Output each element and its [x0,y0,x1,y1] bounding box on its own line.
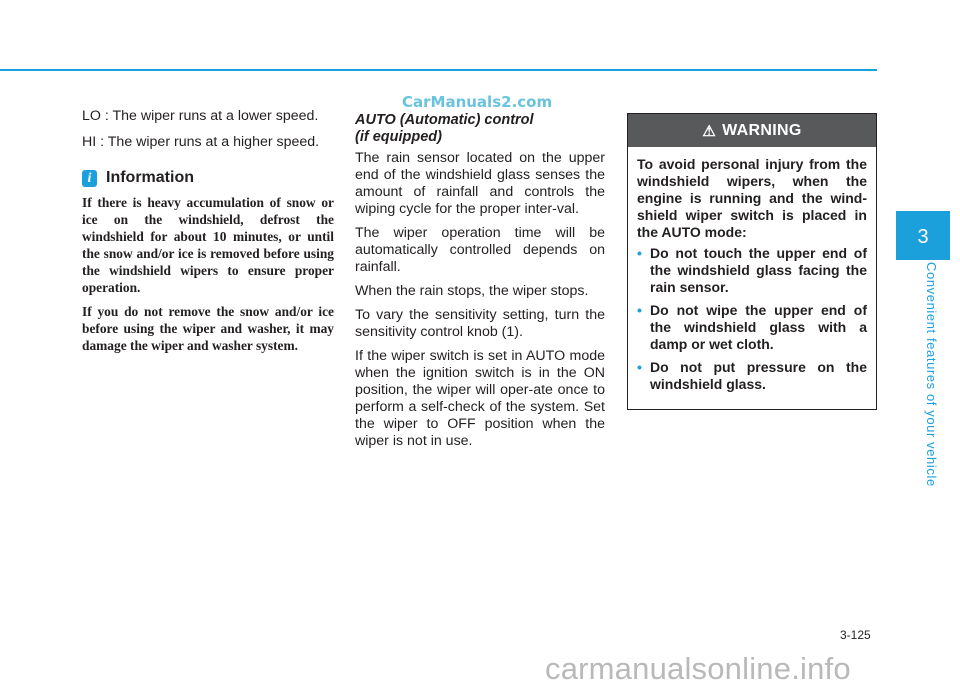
hi-speed-text: HI : The wiper runs at a higher speed. [82,134,320,150]
section-title [355,112,605,146]
chapter-tab: 3 [896,211,950,260]
information-title: Information [106,169,194,186]
top-rule [0,69,877,71]
auto-paragraph-4: To vary the sensitivity setting, turn the sensitivity control knob (1). [355,307,605,340]
bullet-icon: • [637,245,642,261]
bullet-icon: • [637,302,642,318]
auto-paragraph-5: If the wiper switch is set in AUTO mode when the ignition switch is in the ON position, the wiper will oper-ate once to perform a self-check of the system. Set the wiper to OFF position when the wiper is not in use. [355,348,605,449]
bullet-icon: • [637,359,642,375]
column-middle [355,108,605,457]
warning-item [637,245,867,296]
auto-paragraph-1: The rain sensor located on the upper end of the windshield glass senses the amount of rainfall and controls the wiping cycle for the proper inter-val. [355,150,605,217]
warning-body [628,147,876,409]
information-paragraph-1: If there is heavy accumulation of snow or ice on the windshield, defrost the windshield for about 10 minutes, or until the snow and/or ice is removed before using the windshield wipers to ensure proper operation. [82,195,334,295]
warning-item-text: Do not wipe the upper end of the windshield glass with a damp or wet cloth. [650,302,867,352]
section-title-line-1: AUTO (Automatic) control [355,112,534,128]
warning-item [637,302,867,353]
warning-item-text: Do not put pressure on the windshield glass. [650,359,867,392]
column-left [82,108,334,361]
lo-speed-text: LO : The wiper runs at a lower speed. [82,108,319,124]
page-number: 3-125 [840,628,871,642]
watermark-top[interactable]: CarManuals2.com [402,93,553,111]
warning-triangle-icon: ⚠ [702,122,717,140]
information-paragraph-2: If you do not remove the snow and/or ice before using the wiper and washer, it may damage the wiper and washer system. [82,304,334,353]
auto-paragraph-3: When the rain stops, the wiper stops. [355,283,589,299]
info-icon: i [82,170,97,187]
information-heading [82,169,334,187]
footer-watermark[interactable]: carmanualsonline.info [545,651,851,686]
section-title-line-2: (if equipped) [355,129,442,145]
warning-box [627,113,877,410]
warning-label: WARNING [722,121,802,139]
auto-paragraph-2: The wiper operation time will be automatically controlled depends on rainfall. [355,225,605,275]
column-right [627,113,877,410]
warning-item [637,359,867,393]
warning-item-text: Do not touch the upper end of the windshield glass facing the rain sensor. [650,245,867,295]
warning-header [628,114,876,147]
chapter-side-label: Convenient features of your vehicle [924,262,939,487]
warning-intro: To avoid personal injury from the windshield wipers, when the engine is running and the wind-shield wiper switch is placed in the AUTO mode: [637,156,867,240]
